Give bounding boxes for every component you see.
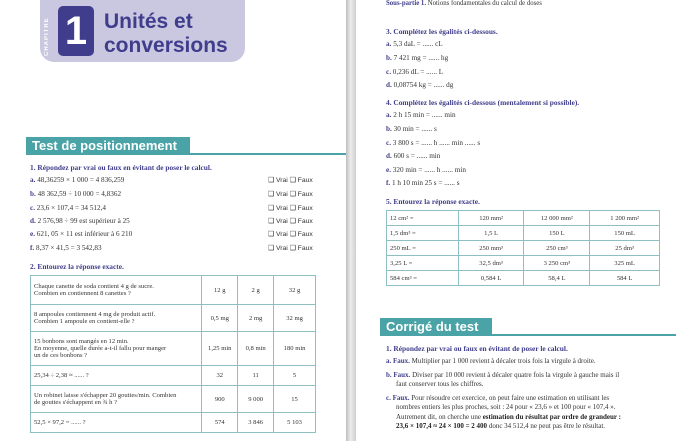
option-cell[interactable]: 1 200 mm² [590, 211, 660, 226]
table-row [387, 241, 660, 256]
option-cell[interactable]: 32 g [274, 276, 316, 305]
q4-item-letter: e. [386, 166, 391, 174]
q1-item [30, 176, 124, 184]
option-cell[interactable]: 325 mL [590, 256, 660, 271]
q4-item-letter: a. [386, 111, 392, 119]
option-cell[interactable]: 3 250 cm³ [524, 256, 590, 271]
table-row [31, 305, 316, 332]
question-line: Combien en contiennent 8 canettes ? [34, 290, 131, 297]
question-line: 15 bonbons sont mangés en 12 min. [34, 338, 129, 345]
q3-title: 3. Complétez les égalités ci-dessous. [386, 27, 498, 36]
q1-item-text: 48,36259 × 1 000 = 4 836,259 [37, 176, 125, 184]
chapter-title-line1: Unités et [104, 10, 193, 33]
question-line: En moyenne, quelle durée a-t-il fallu pour manger [34, 345, 167, 352]
question-line: 8 ampoules contiennent 4 mg de produit actif. [34, 311, 156, 318]
option-cell[interactable]: 32,5 dm³ [458, 256, 524, 271]
question-line: Chaque canette de soda contient 4 g de sucre. [34, 283, 154, 290]
option-cell[interactable]: 1,25 min [202, 332, 238, 366]
answer-text: donc 34 512,4 ne peut pas être le résultat. [488, 422, 606, 431]
option-cell[interactable]: 574 [202, 413, 238, 433]
q1-item-letter: e. [30, 230, 35, 238]
option-cell[interactable]: 250 cm³ [524, 241, 590, 256]
q4-item-text: 1 h 10 min 25 s = ...... s [392, 179, 460, 187]
q1-item [30, 204, 106, 212]
q1-item-letter: b. [30, 190, 36, 198]
option-cell[interactable]: 32 mg [274, 305, 316, 332]
option-cell[interactable]: 32 [202, 366, 238, 386]
table-row [31, 386, 316, 413]
q5-table [386, 210, 660, 286]
option-cell[interactable]: 150 mL [590, 226, 660, 241]
option-cell[interactable]: 1,5 L [458, 226, 524, 241]
table-row [387, 211, 660, 226]
option-cell[interactable]: 120 mm² [458, 211, 524, 226]
true-false-checkboxes[interactable]: ❑ Vrai ❑ Faux [268, 177, 313, 184]
option-cell[interactable]: 584 L [590, 271, 660, 286]
q1-item-text: 621, 05 × 11 est inférieur à 6 210 [36, 230, 133, 238]
q1-item-text: 23,6 × 107,4 = 34 512,4 [36, 204, 106, 212]
answer-text: Diviser par 10 000 revient à décaler quatre fois la virgule à gauche mais il [412, 371, 620, 379]
chapter-title-line2: conversions [104, 34, 228, 57]
banner-rule [26, 153, 346, 155]
q1-item-letter: c. [30, 204, 35, 212]
table-row [31, 276, 316, 305]
chapter-number: 1 [58, 6, 94, 56]
option-cell[interactable]: 5 [274, 366, 316, 386]
left-page [0, 0, 346, 441]
table-row [31, 332, 316, 366]
running-header [386, 0, 542, 7]
q1-item [30, 230, 132, 238]
option-cell[interactable]: 0,8 min [238, 332, 274, 366]
q4-item-text: 3 800 s = ...... h ...... min ...... s [392, 139, 481, 147]
q1-item-letter: f. [30, 244, 35, 252]
answer-letter: c. Faux. [386, 394, 410, 402]
q1-item-letter: a. [30, 176, 36, 184]
question-cell: 52,5 × 97,2 = ...... ? [31, 413, 202, 433]
q1-item-text: 2 576,98 ÷ 99 est supérieur à 25 [37, 217, 130, 225]
option-cell[interactable]: 11 [238, 366, 274, 386]
q3-item [386, 68, 443, 76]
option-cell[interactable]: 0,584 L [458, 271, 524, 286]
q4-item [386, 125, 437, 133]
label-cell: 250 mL = [387, 241, 459, 256]
table-row [387, 271, 660, 286]
question-cell [31, 305, 202, 332]
answer-text: Multiplier par 1 000 revient à décaler trois fois la virgule à droite. [411, 357, 596, 365]
question-line: de gouttes s'échappent en ¾ h ? [34, 399, 118, 406]
book-gutter [346, 0, 356, 441]
q1-item [30, 190, 121, 198]
true-false-checkboxes[interactable]: ❑ Vrai ❑ Faux [268, 231, 313, 238]
q3-item-letter: b. [386, 54, 392, 62]
answer-text: nombres entiers les plus proches, soit : 24 pour « 23,6 » et 100 pour « 107,4 ». [396, 403, 616, 412]
q4-item [386, 139, 480, 147]
q2-title: 2. Entourez la réponse exacte. [30, 262, 124, 271]
option-cell[interactable]: 180 min [274, 332, 316, 366]
q4-item-text: 2 h 15 min = ...... min [393, 111, 456, 119]
answer-letter: b. Faux. [386, 371, 411, 379]
q1-item [30, 217, 130, 225]
q3-item [386, 54, 448, 62]
q4-item [386, 166, 466, 174]
answer-text: Pour résoudre cet exercice, on peut faire une estimation en utilisant les [411, 394, 610, 402]
table-row [387, 226, 660, 241]
question-cell: 25,34 ÷ 2,38 ≈ ...... ? [31, 366, 202, 386]
q5-title: 5. Entourez la réponse exacte. [386, 197, 480, 206]
label-cell: 1,5 dm³ = [387, 226, 459, 241]
answer-highlight: estimation du résultat par ordre de grandeur : [482, 412, 621, 421]
option-cell[interactable]: 58,4 L [524, 271, 590, 286]
q3-item [386, 81, 453, 89]
question-cell [31, 332, 202, 366]
q4-item-letter: b. [386, 125, 392, 133]
question-cell [31, 386, 202, 413]
running-header-text: Notions fondamentales du calcul de doses [427, 0, 542, 7]
table-row [31, 366, 316, 386]
chapter-label: CHAPITRE [44, 17, 50, 56]
option-cell[interactable]: 150 L [524, 226, 590, 241]
q3-item-letter: c. [386, 68, 391, 76]
option-cell[interactable]: 9 000 [238, 386, 274, 413]
table-row [31, 413, 316, 433]
answer-a [386, 357, 686, 366]
q3-item-letter: a. [386, 40, 392, 48]
q3-item-text: 0,08754 kg = ...... dg [393, 81, 454, 89]
answer-letter: a. Faux. [386, 357, 410, 365]
right-page [356, 0, 700, 441]
question-line: Un robinet laisse s'échapper 20 gouttes/min. Combien [34, 392, 177, 399]
q1-item-text: 48 362,59 ÷ 10 000 = 4,8362 [37, 190, 122, 198]
q4-title: 4. Complétez les égalités ci-dessous (mentalement si possible). [386, 98, 580, 107]
option-cell[interactable]: 3 846 [238, 413, 274, 433]
option-cell[interactable]: 250 mm³ [458, 241, 524, 256]
label-cell: 3,25 L = [387, 256, 459, 271]
q4-item-text: 320 min = ...... h ...... min [392, 166, 466, 174]
chapter-title [104, 10, 244, 58]
answer-c [386, 394, 696, 432]
answer-b [386, 371, 692, 390]
option-cell[interactable]: 2 mg [238, 305, 274, 332]
q1-item-text: 8,37 × 41,5 = 3 542,83 [36, 244, 102, 252]
q1-item-letter: d. [30, 217, 36, 225]
label-cell: 584 cm³ = [387, 271, 459, 286]
running-header-prefix: Sous-partie 1. [386, 0, 427, 7]
answers-title: 1. Répondez par vrai ou faux en évitant de poser le calcul. [386, 344, 568, 353]
q3-item-letter: d. [386, 81, 392, 89]
q4-item-text: 600 s = ...... min [393, 152, 441, 160]
option-cell[interactable]: 15 [274, 386, 316, 413]
true-false-checkboxes[interactable]: ❑ Vrai ❑ Faux [268, 191, 313, 198]
option-cell[interactable]: 2 g [238, 276, 274, 305]
q4-item-letter: d. [386, 152, 392, 160]
test-banner: Test de positionnement [26, 137, 190, 154]
question-line: Combien 1 ampoule en contient-elle ? [34, 318, 135, 325]
question-line: un de ces bonbons ? [34, 352, 88, 359]
answer-text: Autrement dit, on cherche une [396, 412, 481, 421]
q4-item [386, 152, 440, 160]
q3-item-text: 7 421 mg = ...... hg [393, 54, 449, 62]
answer-highlight: 23,6 × 107,4 ≈ 24 × 100 = 2 400 [396, 422, 488, 431]
option-cell[interactable]: 25 dm³ [590, 241, 660, 256]
q3-item-text: 5,3 daL = ...... cL [393, 40, 443, 48]
label-cell: 12 cm² = [387, 211, 459, 226]
true-false-checkboxes[interactable]: ❑ Vrai ❑ Faux [268, 205, 313, 212]
correction-rule [380, 334, 676, 336]
answer-text: faut conserver tous les chiffres. [396, 380, 484, 389]
option-cell[interactable]: 12 000 mm² [524, 211, 590, 226]
question-cell [31, 276, 202, 305]
q4-item-letter: c. [386, 139, 391, 147]
q3-item [386, 40, 443, 48]
q4-item [386, 111, 456, 119]
q4-item [386, 179, 460, 187]
option-cell[interactable]: 5 103 [274, 413, 316, 433]
q4-item-letter: f. [386, 179, 391, 187]
q3-item-text: 0,236 dL = ...... L [392, 68, 444, 76]
q1-item [30, 244, 102, 252]
q4-item-text: 30 min = ...... s [393, 125, 437, 133]
option-cell[interactable]: 0,5 mg [202, 305, 238, 332]
table-row [387, 256, 660, 271]
option-cell[interactable]: 12 g [202, 276, 238, 305]
option-cell[interactable]: 900 [202, 386, 238, 413]
correction-banner: Corrigé du test [380, 318, 492, 335]
q2-table [30, 275, 316, 433]
q1-title: 1. Répondez par vrai ou faux en évitant de poser le calcul. [30, 163, 212, 172]
true-false-checkboxes[interactable]: ❑ Vrai ❑ Faux [268, 245, 313, 252]
true-false-checkboxes[interactable]: ❑ Vrai ❑ Faux [268, 218, 313, 225]
